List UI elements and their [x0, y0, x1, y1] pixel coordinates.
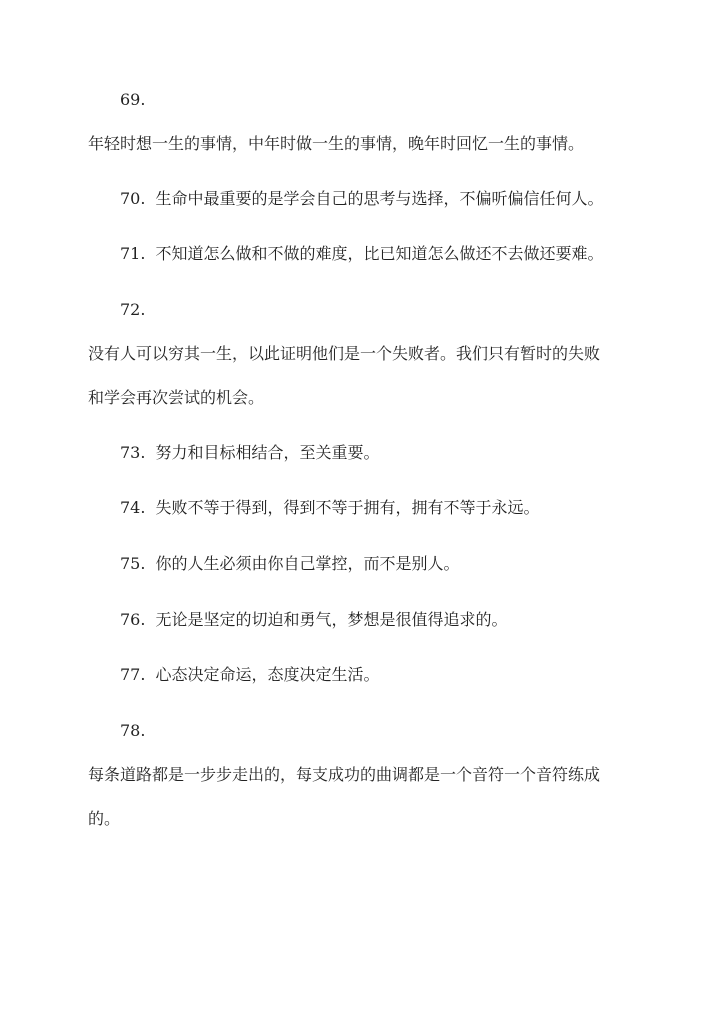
entry-number: 77.	[120, 665, 146, 684]
entry-text-line2: 和学会再次尝试的机会。	[88, 388, 265, 407]
entry-number: 70.	[120, 189, 146, 208]
entry-number: 74.	[120, 498, 146, 517]
entry-number: 75.	[120, 554, 146, 573]
entry-text: 年轻时想一生的事情，中年时做一生的事情，晚年时回忆一生的事情。	[88, 134, 585, 153]
entry-line	[120, 498, 539, 518]
entry-number: 78.	[120, 721, 146, 740]
entry-number: 69.	[120, 90, 146, 109]
entry-text-line1: 没有人可以穷其一生，以此证明他们是一个失败者。我们只有暂时的失败	[88, 344, 601, 363]
entry-line	[120, 189, 603, 209]
entry-number: 72.	[120, 300, 146, 319]
entry-number: 73.	[120, 443, 146, 462]
entry-text-line2: 的。	[88, 809, 121, 828]
entry-text: 失败不等于得到，得到不等于拥有，拥有不等于永远。	[155, 498, 540, 517]
entry-line	[120, 244, 603, 264]
entry-text: 无论是坚定的切迫和勇气，梦想是很值得追求的。	[155, 610, 508, 629]
entry-text: 心态决定命运，态度决定生活。	[155, 665, 380, 684]
entry-line	[120, 665, 379, 685]
entry-line	[120, 554, 459, 574]
entry-text-line1: 每条道路都是一步步走出的，每支成功的曲调都是一个音符一个音符练成	[88, 765, 601, 784]
entry-text: 生命中最重要的是学会自己的思考与选择，不偏听偏信任何人。	[155, 189, 604, 208]
entry-number: 76.	[120, 610, 146, 629]
entry-text: 你的人生必须由你自己掌控，而不是别人。	[155, 554, 460, 573]
entry-number: 71.	[120, 244, 146, 263]
entry-text: 努力和目标相结合，至关重要。	[155, 443, 380, 462]
entry-line	[120, 610, 507, 630]
entry-text: 不知道怎么做和不做的难度，比已知道怎么做还不去做还要难。	[155, 244, 604, 263]
entry-line	[120, 443, 379, 463]
